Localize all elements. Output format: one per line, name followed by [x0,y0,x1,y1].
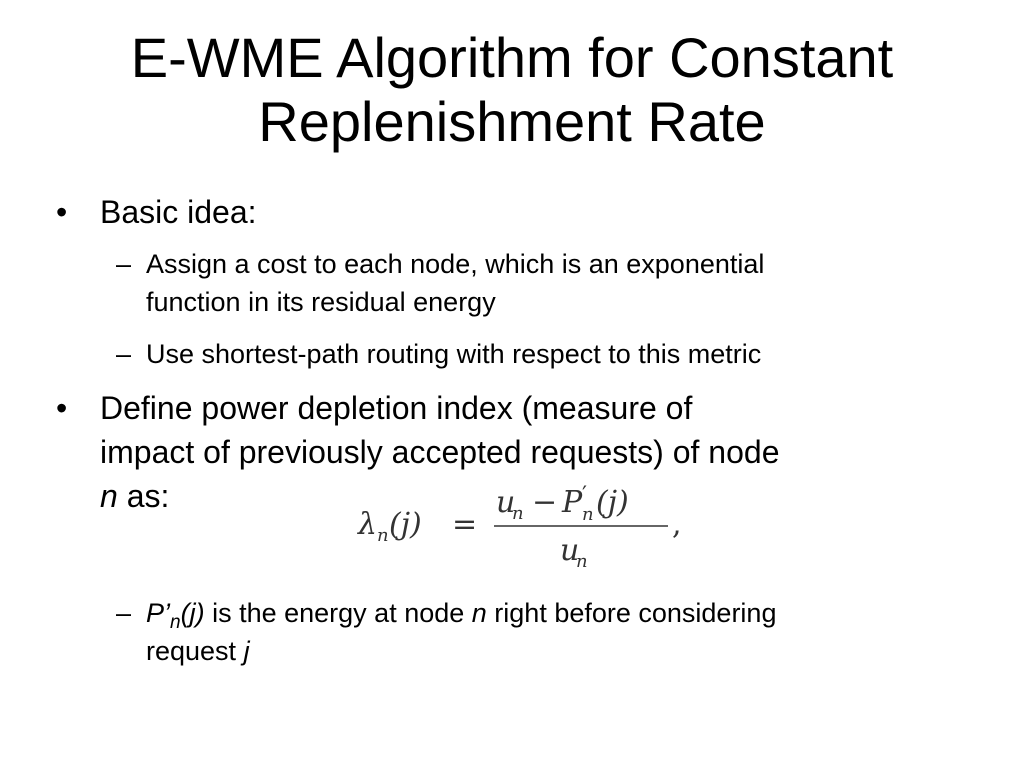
title-line-2: Replenishment Rate [258,90,766,153]
sub-bullet-line-1: Assign a cost to each node, which is an exponential [146,249,765,279]
bullet-line-1: Define power depletion index (measure of [100,390,693,426]
note-line-2-text: request [146,636,244,666]
var-n: n [100,478,118,514]
bullet-line-2: impact of previously accepted requests) of node [100,434,780,470]
var-P-sub: n [170,612,181,633]
formula-P-sub: n [582,504,594,525]
formula-minus: − [532,485,558,520]
var-j: j [243,636,250,666]
formula-equals: = [452,507,478,542]
dash-marker: – [116,339,132,369]
note-text-1: is the energy at node [204,598,472,628]
title-line-1: E-WME Algorithm for Constant [130,26,894,89]
bullet-marker: • [56,194,68,230]
formula-P: P [562,485,583,520]
formula-num-u: u [496,485,516,520]
dash-marker: – [116,598,132,628]
formula-comma: , [672,507,682,542]
formula-lhs-arg: (j) [389,507,422,542]
depletion-index-formula [356,482,696,572]
note-line-2 [146,632,946,670]
note-line-1 [146,594,946,632]
var-n: n [471,598,487,628]
sub-bullet-line-2: function in its residual energy [146,287,496,317]
formula-num-arg: (j) [596,485,629,520]
note-text-2: right before considering [486,598,777,628]
formula-prime: ′ [582,483,587,508]
sub-bullet-line-1: Use shortest-path routing with respect to this metric [146,339,762,369]
formula-den-u-sub: n [576,551,588,572]
formula-lambda: λ [358,507,378,542]
bullet-line-3-rest: as: [117,478,170,514]
bullet-label: Basic idea: [100,194,257,230]
dash-marker: – [116,249,132,279]
bullet-marker: • [56,390,68,426]
slide-title [0,26,1024,154]
formula-den-u: u [560,533,580,568]
formula-num-u-sub: n [512,503,524,524]
var-P-prime: P’ [146,598,171,628]
formula-lambda-sub: n [377,525,389,546]
var-arg-j: (j) [180,598,205,628]
